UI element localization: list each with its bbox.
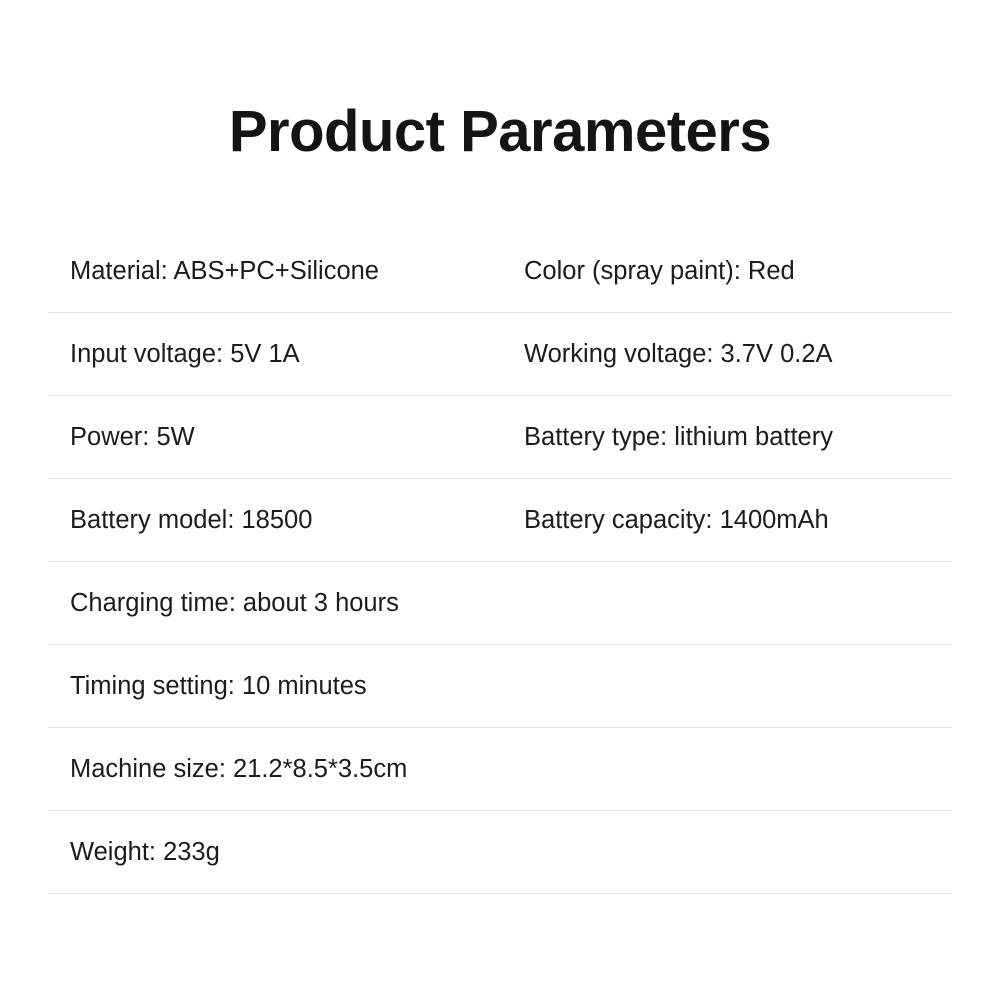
- spec-cell-empty: [500, 811, 952, 894]
- table-row: [48, 396, 952, 479]
- table-row: [48, 479, 952, 562]
- spec-text: Input voltage: 5V 1A: [70, 340, 300, 368]
- spec-cell-empty: [500, 728, 952, 811]
- spec-cell-battery-model: [48, 479, 500, 562]
- table-row: [48, 811, 952, 894]
- table-row: [48, 562, 952, 645]
- spec-text: Power: 5W: [70, 423, 195, 451]
- table-row: [48, 728, 952, 811]
- spec-cell-weight: [48, 811, 500, 894]
- spec-text: Machine size: 21.2*8.5*3.5cm: [70, 755, 408, 783]
- spec-text: Color (spray paint): Red: [524, 256, 795, 285]
- spec-cell-empty: [500, 562, 952, 645]
- spec-cell-color: [500, 230, 952, 313]
- spec-text: Battery model: 18500: [70, 506, 313, 534]
- spec-cell-power: [48, 396, 500, 479]
- spec-text: Battery type: lithium battery: [524, 423, 833, 451]
- spec-text: Weight: 233g: [70, 838, 220, 866]
- spec-cell-empty: [500, 645, 952, 728]
- spec-cell-battery-capacity: [500, 479, 952, 562]
- spec-text: Timing setting: 10 minutes: [70, 672, 367, 700]
- spec-cell-battery-type: [500, 396, 952, 479]
- spec-cell-timing-setting: [48, 645, 500, 728]
- spec-cell-machine-size: [48, 728, 500, 811]
- specifications-table: [48, 230, 952, 895]
- spec-text: Battery capacity: 1400mAh: [524, 506, 829, 534]
- page-title: Product Parameters: [228, 99, 772, 164]
- table-row: [48, 645, 952, 728]
- spec-cell-material: [48, 230, 500, 313]
- spec-text: Charging time: about 3 hours: [70, 589, 399, 617]
- table-row: [48, 230, 952, 313]
- table-row: [48, 313, 952, 396]
- spec-cell-charging-time: [48, 562, 500, 645]
- spec-cell-working-voltage: [500, 313, 952, 396]
- spec-text: Working voltage: 3.7V 0.2A: [524, 340, 833, 368]
- spec-text: Material: ABS+PC+Silicone: [70, 256, 379, 285]
- spec-cell-input-voltage: [48, 313, 500, 396]
